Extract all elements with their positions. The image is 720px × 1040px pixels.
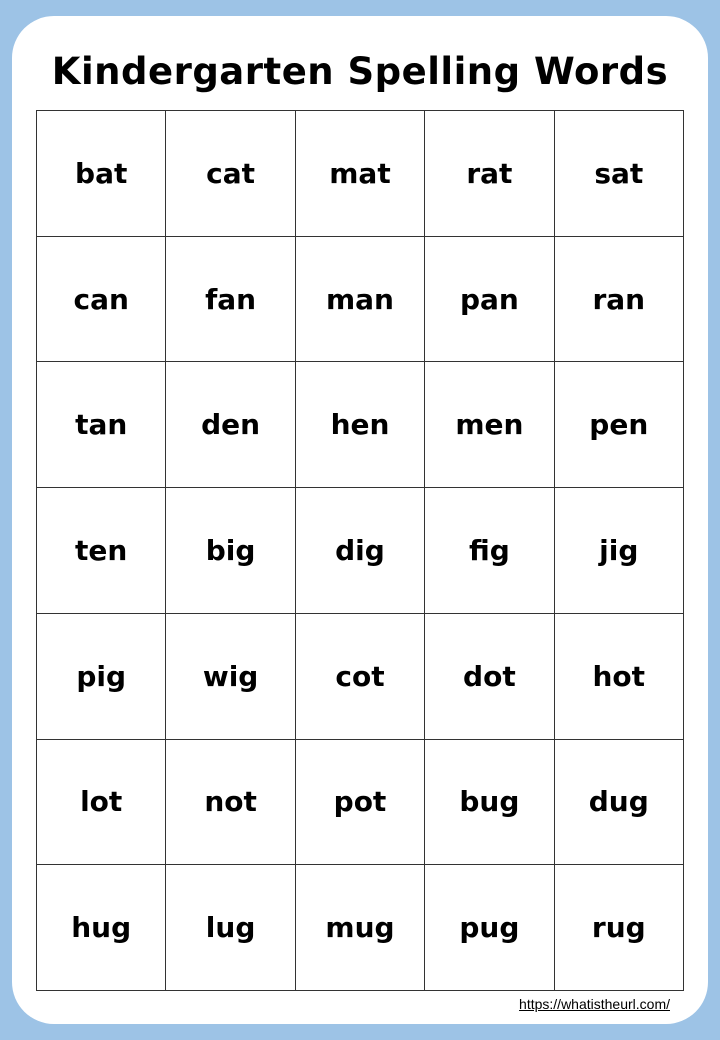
word-cell: man — [296, 237, 425, 363]
word-cell: pot — [296, 740, 425, 866]
word-cell: big — [166, 488, 295, 614]
spelling-words-table — [36, 110, 684, 991]
word-cell: pig — [37, 614, 166, 740]
word-cell: hug — [37, 865, 166, 991]
word-cell: lot — [37, 740, 166, 866]
word-cell: wig — [166, 614, 295, 740]
word-cell: cat — [166, 111, 295, 237]
word-cell: jig — [555, 488, 684, 614]
word-cell: pen — [555, 362, 684, 488]
word-cell: mat — [296, 111, 425, 237]
word-cell: dug — [555, 740, 684, 866]
word-cell: rat — [425, 111, 554, 237]
word-cell: pan — [425, 237, 554, 363]
word-cell: men — [425, 362, 554, 488]
word-cell: hot — [555, 614, 684, 740]
word-cell: can — [37, 237, 166, 363]
word-cell: bug — [425, 740, 554, 866]
word-cell: not — [166, 740, 295, 866]
word-cell: lug — [166, 865, 295, 991]
word-cell: rug — [555, 865, 684, 991]
word-cell: ran — [555, 237, 684, 363]
word-cell: sat — [555, 111, 684, 237]
word-cell: hen — [296, 362, 425, 488]
word-cell: bat — [37, 111, 166, 237]
word-cell: den — [166, 362, 295, 488]
word-cell: dig — [296, 488, 425, 614]
word-cell: tan — [37, 362, 166, 488]
word-cell: pug — [425, 865, 554, 991]
word-cell: dot — [425, 614, 554, 740]
word-cell: ten — [37, 488, 166, 614]
word-cell: fan — [166, 237, 295, 363]
word-cell: fig — [425, 488, 554, 614]
page-title: Kindergarten Spelling Words — [51, 50, 669, 93]
word-cell: cot — [296, 614, 425, 740]
footer-url-link[interactable]: https://whatistheurl.com/ — [519, 996, 670, 1012]
word-cell: mug — [296, 865, 425, 991]
